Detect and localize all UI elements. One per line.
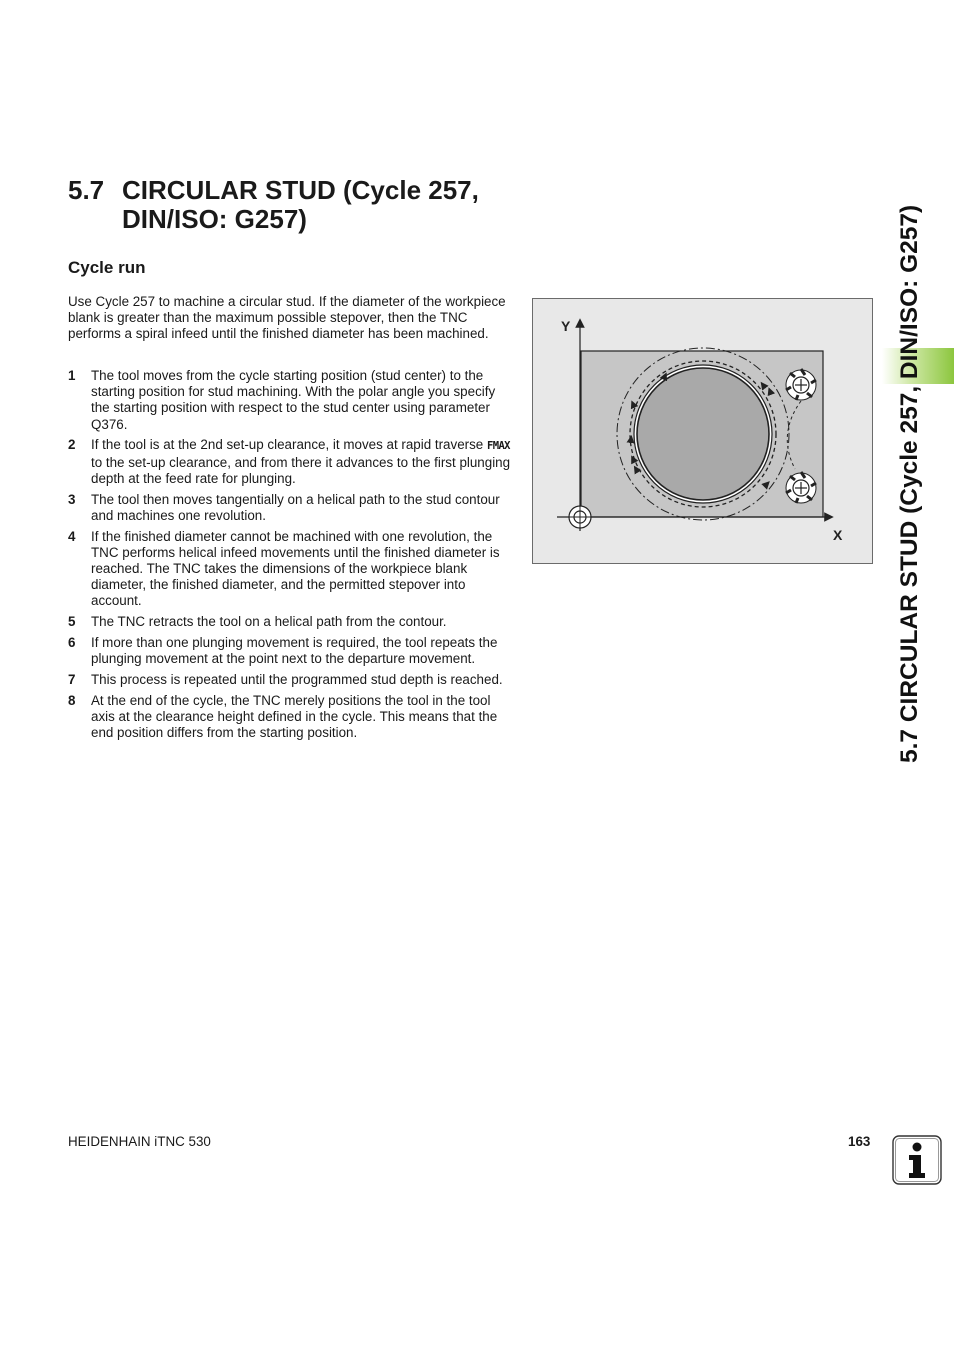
subsection-title: Cycle run [68, 258, 146, 277]
list-item [68, 635, 512, 667]
step-text-post: to the set-up clearance, and from there it advances to the first plunging depth at the feed rate for plunging. [91, 454, 511, 486]
step-text: This process is repeated until the programmed stud depth is reached. [91, 672, 503, 688]
list-item [68, 368, 512, 433]
list-item [68, 693, 512, 742]
section-title [68, 176, 508, 234]
step-text: The tool then moves tangentially on a helical path to the stud contour and machines one revolution. [91, 491, 500, 523]
step-number: 6 [68, 635, 76, 651]
section-number: 5.7 [68, 175, 105, 205]
step-text: If more than one plunging movement is required, the tool repeats the plunging movement at the point next to the departure movement. [91, 635, 498, 667]
fmax-code: FMAX [487, 440, 510, 453]
intro-paragraph: Use Cycle 257 to machine a circular stud. If the diameter of the workpiece blank is greater than the maximum possible stepover, then the TNC performs a spiral infeed until the finished diameter has been machined. [68, 294, 506, 342]
step-text: If the finished diameter cannot be machined with one revolution, the TNC performs helical infeed movements until the finished diameter is reached. The TNC takes the dimensions of the workpiece blank diameter, the finished diameter, and the permitted stepover into account. [91, 528, 500, 609]
section-title-line2: DIN/ISO: G257) [122, 204, 307, 234]
step-number: 7 [68, 672, 76, 688]
step-text: At the end of the cycle, the TNC merely positions the tool in the tool axis at the clearance height defined in the cycle. This means that the end position differs from the starting position. [91, 692, 498, 741]
footer-product: HEIDENHAIN iTNC 530 [68, 1134, 211, 1149]
list-item [68, 529, 512, 610]
step-number: 2 [68, 437, 76, 453]
info-icon [892, 1135, 942, 1185]
side-running-title: 5.7 CIRCULAR STUD (Cycle 257, DIN/ISO: G257) [896, 204, 923, 763]
x-axis-label: X [833, 527, 843, 543]
step-number: 3 [68, 491, 76, 507]
stud-diagram [532, 298, 873, 564]
step-number: 4 [68, 528, 76, 544]
milling-tool-icon [786, 472, 816, 503]
datum-symbol-icon [569, 506, 591, 528]
step-text: The TNC retracts the tool on a helical path from the contour. [91, 614, 447, 630]
stud-face [637, 368, 769, 500]
list-item [68, 614, 512, 630]
step-text [91, 437, 512, 487]
step-text-pre: If the tool is at the 2nd set-up clearance, it moves at rapid traverse [91, 437, 484, 453]
list-item [68, 492, 512, 524]
milling-tool-icon [786, 369, 816, 400]
y-axis-label: Y [561, 318, 571, 334]
step-number: 5 [68, 614, 76, 630]
page-number: 163 [848, 1134, 871, 1149]
step-number: 8 [68, 692, 76, 708]
list-item [68, 672, 512, 688]
step-number: 1 [68, 368, 76, 383]
section-title-line1: CIRCULAR STUD (Cycle 257, [122, 175, 479, 205]
list-item [68, 437, 512, 487]
steps-list [68, 368, 512, 746]
step-text: The tool moves from the cycle starting position (stud center) to the starting position for stud machining. With the polar angle you specify the starting position with respect to the stud center using parameter Q376. [91, 368, 496, 432]
